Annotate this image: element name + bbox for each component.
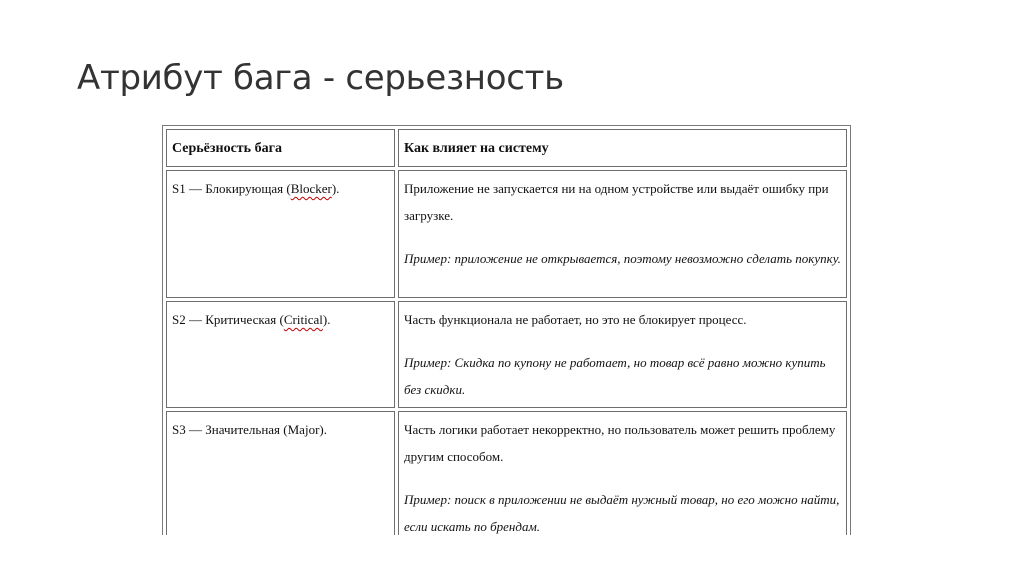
example-text: приложение не открывается, поэтому невозможно сделать покупку. — [451, 251, 841, 266]
severity-close-paren: ). — [322, 312, 331, 327]
severity-code: S2 — [172, 312, 186, 327]
table-row — [166, 301, 847, 408]
severity-english-term: Major — [287, 422, 320, 437]
example-text: Скидка по купону не работает, но товар всё равно можно купить без скидки. — [404, 355, 826, 397]
impact-cell — [398, 301, 847, 408]
severity-name: Критическая — [205, 312, 277, 327]
severity-close-paren: ). — [319, 422, 327, 437]
impact-cell — [398, 170, 847, 298]
severity-dash: — — [185, 312, 206, 327]
severity-english-term: Critical — [283, 312, 323, 327]
severity-english-term: Blocker — [290, 181, 332, 196]
example-label: Пример: — [404, 355, 452, 370]
severity-table-container — [162, 125, 851, 535]
severity-code: S3 — [172, 422, 186, 437]
severity-name: Блокирующая — [205, 181, 284, 196]
severity-dash: — — [185, 422, 206, 437]
impact-example — [404, 486, 841, 535]
table-header-row — [166, 129, 847, 167]
impact-description: Часть логики работает некорректно, но пользователь может решить проблему другим способом. — [404, 422, 836, 464]
impact-description: Приложение не запускается ни на одном устройстве или выдаёт ошибку при загрузке. — [404, 181, 829, 223]
example-label: Пример: — [404, 492, 452, 507]
header-impact: Как влияет на систему — [398, 129, 847, 167]
severity-cell — [166, 411, 395, 535]
severity-close-paren: ). — [331, 181, 340, 196]
table-row — [166, 411, 847, 535]
severity-code: S1 — [172, 181, 186, 196]
severity-cell — [166, 301, 395, 408]
severity-open-paren: ( — [280, 422, 288, 437]
example-label: Пример: — [404, 251, 452, 266]
severity-table — [162, 125, 851, 535]
impact-example — [404, 349, 841, 403]
impact-cell — [398, 411, 847, 535]
impact-description: Часть функционала не работает, но это не блокирует процесс. — [404, 312, 747, 327]
header-severity: Серьёзность бага — [166, 129, 395, 167]
severity-open-paren: ( — [276, 312, 284, 327]
impact-example — [404, 245, 841, 272]
slide-title: Атрибут бага - серьезность — [77, 58, 564, 98]
table-row — [166, 170, 847, 298]
example-text: поиск в приложении не выдаёт нужный товар, но его можно найти, если искать по брендам. — [404, 492, 840, 534]
severity-open-paren: ( — [283, 181, 291, 196]
severity-dash: — — [185, 181, 206, 196]
severity-name: Значительная — [205, 422, 281, 437]
severity-cell — [166, 170, 395, 298]
